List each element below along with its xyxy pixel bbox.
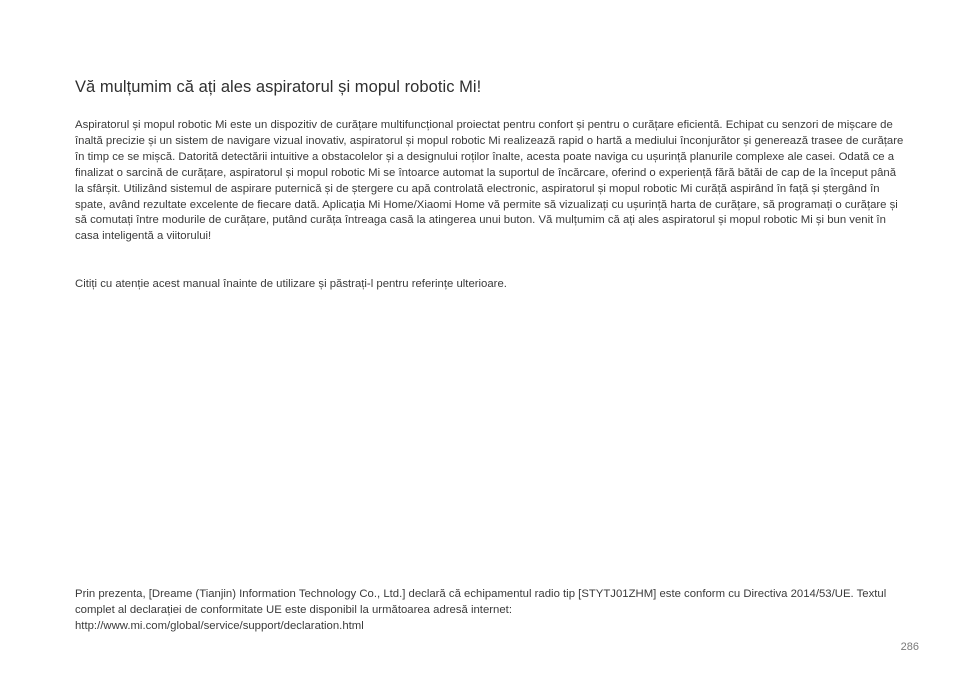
- declaration-text: Prin prezenta, [Dreame (Tianjin) Information Technology Co., Ltd.] declară că echipamentul radio tip [STYTJ01ZHM] este conform cu Directiva 2014/53/UE. Textul complet al declarației de conformitate UE este disponibil la următoarea adresă internet:: [75, 588, 887, 616]
- page-number: 286: [900, 641, 919, 653]
- declaration-of-conformity: [75, 587, 907, 635]
- page-title: Vă mulțumim că ați ales aspiratorul și mopul robotic Mi!: [75, 78, 482, 96]
- declaration-url: http://www.mi.com/global/service/support/declaration.html: [75, 619, 364, 632]
- instruction-paragraph: Citiți cu atenție acest manual înainte de utilizare și păstrați-l pentru referințe ulterioare.: [75, 278, 507, 290]
- intro-paragraph: Aspiratorul și mopul robotic Mi este un dispozitiv de curățare multifuncțional proiectat pentru confort și pentru o curățare eficientă. Echipat cu senzori de mișcare de înaltă precizie și un sistem de navigare vizual inovativ, aspiratorul și mopul robotic Mi realizează rapid o hartă a mediului înconjurător și generează trasee de curățare în timp ce se mișcă. Datorită detectării intuitive a obstacolelor și a designului roților înalte, acesta poate naviga cu ușurință planurile complexe ale casei. Odată ce a finalizat o sarcină de curățare, aspiratorul și mopul robotic Mi se întoarce automat la suportul de încărcare, oferind o experiență fără bătăi de cap de la început până la sfârșit. Utilizând sistemul de aspirare puternică și de ștergere cu apă controlată electronic, aspiratorul și mopul robotic Mi curăță aspirând în față și ștergând în spate, având rezultate excelente de fiecare dată. Aplicația Mi Home/Xiaomi Home vă permite să vizualizați cu ușurință harta de curățare, să programați o curățare și să comutați între modurile de curățare, putând curăța întreaga casă la atingerea unui buton. Vă mulțumim că ați ales aspiratorul și mopul robotic Mi și bun venit în casa inteligentă a viitorului!: [75, 119, 904, 243]
